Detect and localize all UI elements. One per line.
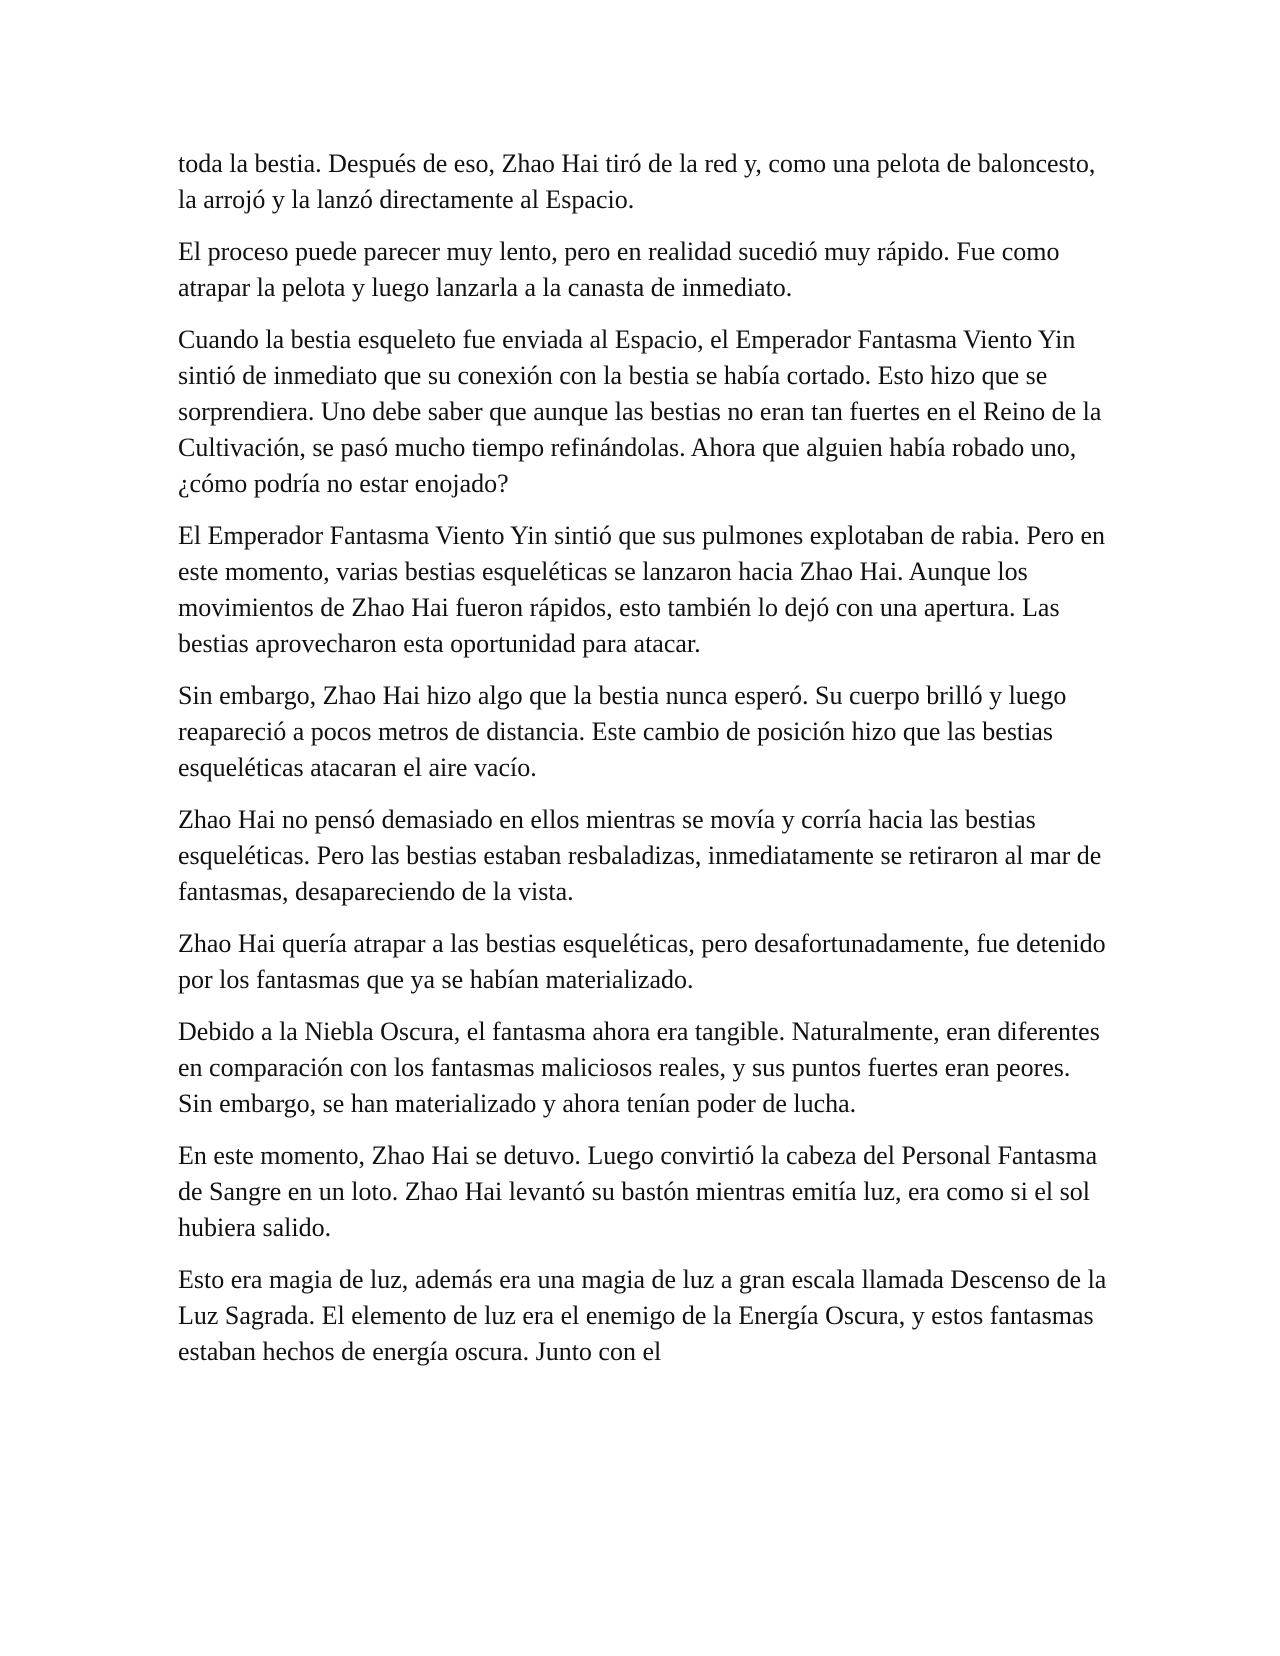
- paragraph-4: El Emperador Fantasma Viento Yin sintió que sus pulmones explotaban de rabia. Pero en este momento, varias bestias esqueléticas se lanzaron hacia Zhao Hai. Aunque los movimientos de Zhao Hai fueron rápidos, esto también lo dejó con una apertura. Las bestias aprovecharon esta oportunidad para atacar.: [178, 521, 1106, 658]
- paragraph-8: Debido a la Niebla Oscura, el fantasma ahora era tangible. Naturalmente, eran diferentes en comparación con los fantasmas maliciosos reales, y sus puntos fuertes eran peores. Sin embargo, se han materializado y ahora tenían poder de lucha.: [178, 1017, 1100, 1118]
- paragraph-9: En este momento, Zhao Hai se detuvo. Luego convirtió la cabeza del Personal Fantasma de Sangre en un loto. Zhao Hai levantó su bastón mientras emitía luz, era como si el sol hubiera salido.: [178, 1141, 1098, 1242]
- body-text: [178, 146, 1108, 1386]
- paragraph-6: Zhao Hai no pensó demasiado en ellos mientras se movía y corría hacia las bestias esqueléticas. Pero las bestias estaban resbaladizas, inmediatamente se retiraron al mar de fantasmas, desapareciendo de la vista.: [178, 805, 1102, 906]
- paragraph-2: El proceso puede parecer muy lento, pero en realidad sucedió muy rápido. Fue como atrapar la pelota y luego lanzarla a la canasta de inmediato.: [178, 237, 1060, 302]
- paragraph-10: Esto era magia de luz, además era una magia de luz a gran escala llamada Descenso de la Luz Sagrada. El elemento de luz era el enemigo de la Energía Oscura, y estos fantasmas estaban hechos de energía oscura. Junto con el: [178, 1265, 1107, 1366]
- paragraph-3: Cuando la bestia esqueleto fue enviada al Espacio, el Emperador Fantasma Viento Yin sintió de inmediato que su conexión con la bestia se había cortado. Esto hizo que se sorprendiera. Uno debe saber que aunque las bestias no eran tan fuertes en el Reino de la Cultivación, se pasó mucho tiempo refinándolas. Ahora que alguien había robado uno, ¿cómo podría no estar enojado?: [178, 325, 1102, 498]
- paragraph-1: toda la bestia. Después de eso, Zhao Hai tiró de la red y, como una pelota de baloncesto, la arrojó y la lanzó directamente al Espacio.: [178, 149, 1096, 214]
- paragraph-5: Sin embargo, Zhao Hai hizo algo que la bestia nunca esperó. Su cuerpo brilló y luego reapareció a pocos metros de distancia. Este cambio de posición hizo que las bestias esqueléticas atacaran el aire vacío.: [178, 681, 1067, 782]
- paragraph-7: Zhao Hai quería atrapar a las bestias esqueléticas, pero desafortunadamente, fue detenido por los fantasmas que ya se habían materializado.: [178, 929, 1106, 994]
